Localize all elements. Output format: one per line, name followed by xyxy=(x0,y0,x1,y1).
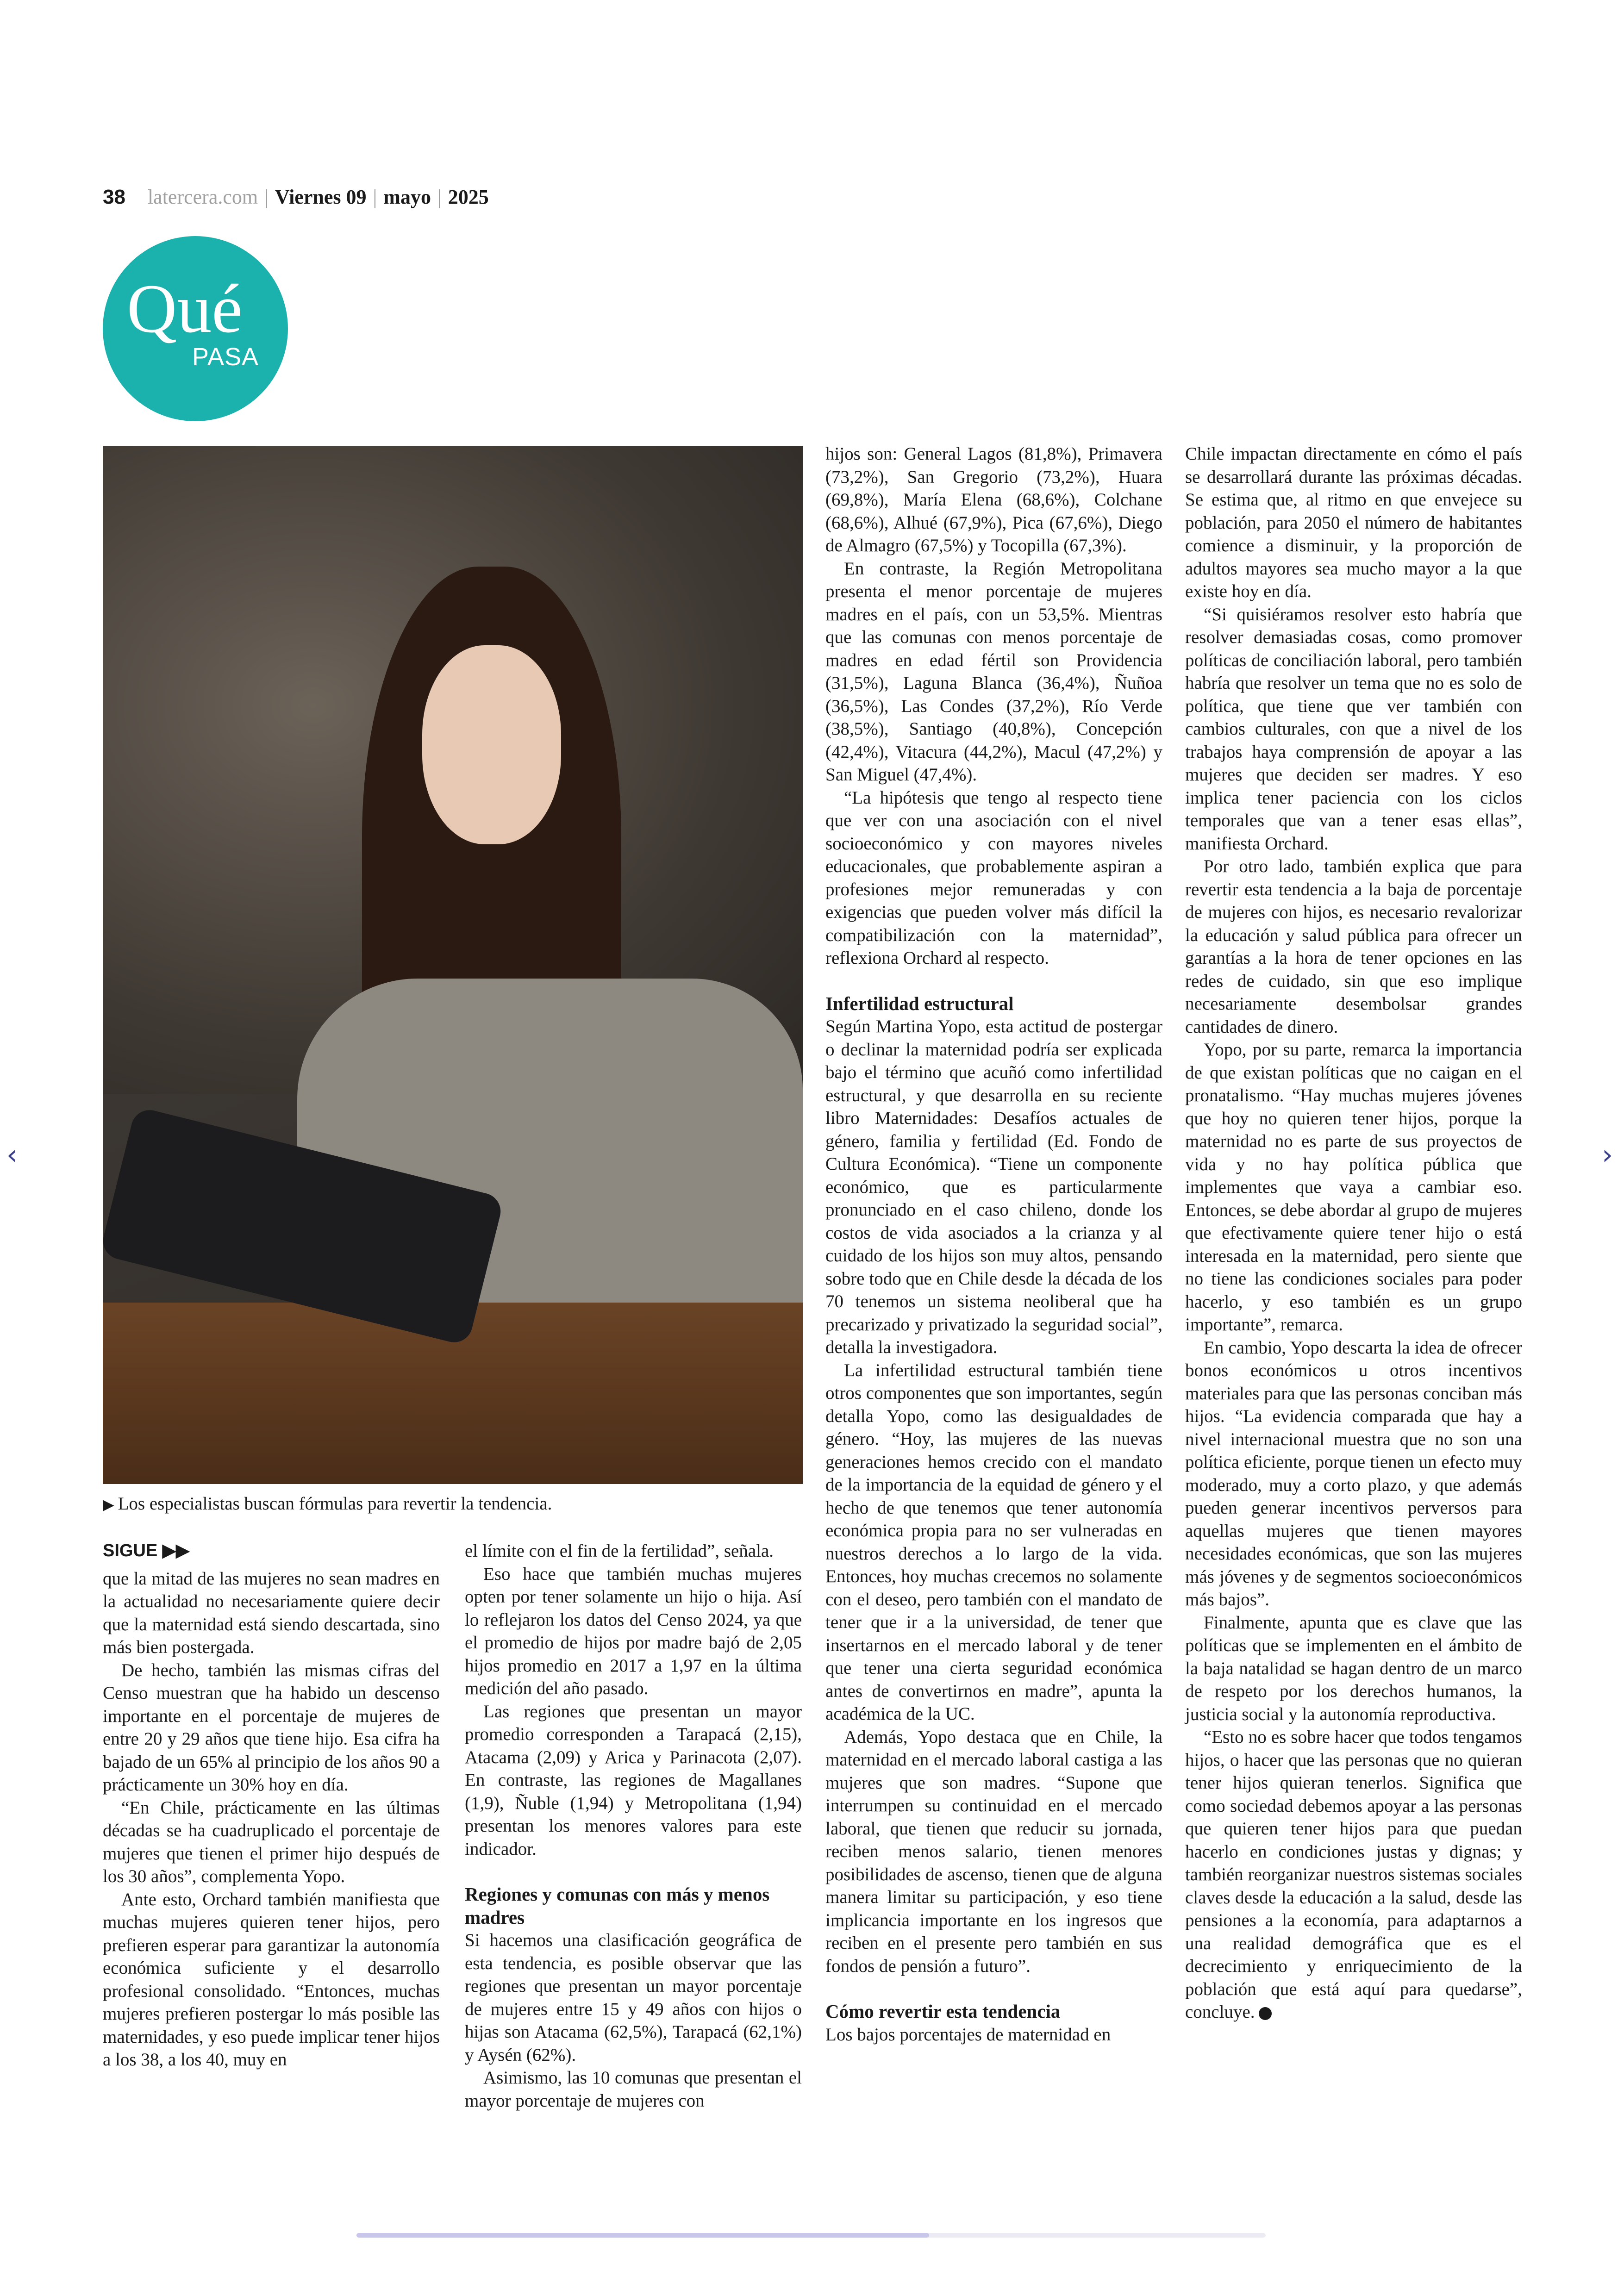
next-page-button[interactable]: › xyxy=(1602,1139,1613,1171)
end-mark-icon xyxy=(1259,2007,1272,2020)
logo-word-que: Qué xyxy=(127,270,243,347)
paragraph: “Si quisiéramos resolver esto habría que resolver demasiadas cosas, como promover políticas de conciliación laboral, pero también habría que resolver un tema que no es solo de política, que tiene que ver también con cambios culturales, con que a nivel de los trabajos haya comprensión de apoyar a las mujeres que deciden ser madres. Y eso implica tener paciencia con los ciclos temporales que van a tener esas ellas”, manifiesta Orchard. xyxy=(1185,604,1522,854)
paragraph: Ante esto, Orchard también manifiesta que muchas mujeres quieren tener hijos, pero prefieren esperar para garantizar la autonomía económica suficiente y el desarrollo profesional consolidado. “Entonces, muchas mujeres prefieren postergar lo más posible las maternidades, y eso puede implicar tener hijos a los 38, a los 40, muy en xyxy=(103,1889,440,2070)
paragraph: Eso hace que también muchas mujeres opten por tener solamente un hijo o hija. Así lo reflejaron los datos del Censo 2024, ya que el promedio de hijos por madre bajó de 2,05 hijos promedio en 2017 a 1,97 en la última medición del año pasado. xyxy=(465,1564,802,1698)
paragraph: Según Martina Yopo, esta actitud de postergar o declinar la maternidad podría ser explicada bajo el término que acuñó como infertilidad estructural, y que desarrolla en su reciente libro Maternidades: Desafíos actuales de género, familia y fertilidad (Ed. Fondo de Cultura Económica). “Tiene un componente económico, que es particularmente pronunciado en el caso chileno, donde los costos de vida asociados a la crianza y al cuidado de los hijos son muy altos, pensando sobre todo que en Chile desde la década de los 70 tenemos un sistema neoliberal que ha precarizado y privatizado la seguridad social”, detalla la investigadora. xyxy=(825,1017,1162,1357)
article-column-1 xyxy=(103,1540,440,2071)
paragraph: En cambio, Yopo descarta la idea de ofrecer bonos económicos u otros incentivos materiales para que las personas conciban más hijos. “La evidencia comparada que hay a nivel internacional muestra que no son una política eficiente, porque tienen un efecto muy moderado, muy a corto plazo, y que además pueden generar incentivos perversos para aquellas mujeres que tienen mayores necesidades económicas, que son las mujeres más jóvenes y de segmentos socioeconómicos más bajos”. xyxy=(1185,1337,1522,1609)
paragraph: Además, Yopo destaca que en Chile, la maternidad en el mercado laboral castiga a las mujeres que son madres. “Supone que interrumpen su continuidad en el mercado laboral, que tienen que reducir su jornada, reciben menos salario, tienen menores posibilidades de ascenso, tienen que de alguna manera limitar su participación, y eso tiene implicancia importante en los ingresos que reciben en el presente pero también en sus fondos de pensión a futuro”. xyxy=(825,1727,1162,1976)
page-number: 38 xyxy=(103,185,125,208)
photo-caption xyxy=(103,1493,552,1514)
article-column-2 xyxy=(465,1540,802,2112)
article-column-4 xyxy=(1185,443,1522,2024)
photo-subject-face xyxy=(422,645,561,844)
article-column-3 xyxy=(825,443,1162,2046)
paragraph: Finalmente, apunta que es clave que las políticas que se implementen en el ámbito de la baja natalidad se hagan dentro de un marco de respeto por los derechos humanos, la justicia social y la autonomía reproductiva. xyxy=(1185,1612,1522,1724)
que-pasa-logo xyxy=(103,236,288,421)
prev-page-button[interactable]: ‹ xyxy=(6,1139,18,1171)
page-header xyxy=(103,185,489,209)
header-year: 2025 xyxy=(448,186,489,208)
article-photo xyxy=(103,446,803,1484)
paragraph: “La hipótesis que tengo al respecto tiene que ver con una asociación con el nivel socioeconómico y con mayores niveles educacionales, que probablemente aspiran a profesiones mejor remuneradas y con exigencias que pueden volver más difícil la compatibilización con la maternidad”, reflexiona Orchard al respecto. xyxy=(825,787,1162,968)
section-heading: Infertilidad estructural xyxy=(825,992,1014,1014)
sigue-label: SIGUE ▶▶ xyxy=(103,1541,190,1560)
paragraph: Los bajos porcentajes de maternidad en xyxy=(825,2024,1111,2045)
paragraph: hijos son: General Lagos (81,8%), Primavera (73,2%), San Gregorio (73,2%), Huara (69,8%), María Elena (68,6%), Colchane (68,6%), Alhué (67,9%), Pica (67,6%), Diego de Almagro (67,5%) y Tocopilla (67,3%). xyxy=(825,444,1162,555)
paragraph: que la mitad de las mujeres no sean madres en la actualidad no necesariamente quiere decir que la maternidad está siendo descartada, sino más bien postergada. xyxy=(103,1568,440,1657)
header-separator: | xyxy=(264,186,269,208)
scrollbar-thumb[interactable] xyxy=(356,2233,929,2238)
section-heading: Regiones y comunas con más y menos madres xyxy=(465,1883,770,1928)
caption-triangle-icon: ▶ xyxy=(103,1496,114,1513)
paragraph: Si hacemos una clasificación geográfica de esta tendencia, es posible observar que las regiones que presentan un mayor porcentaje de mujeres entre 15 y 49 años con hijos o hijas son Atacama (62,5%), Tarapacá (62,1%) y Aysén (62%). xyxy=(465,1930,802,2065)
paragraph xyxy=(1185,1726,1522,2024)
header-separator: | xyxy=(437,186,442,208)
closing-quote-text: “Esto no es sobre hacer que todos tengamos hijos, o hacer que las personas que no quieran tener hijos quieran tenerlos. Significa que como sociedad debemos apoyar a las personas que quieren tener hijos para que puedan hacerlo en condiciones justas y dignas; y también reorganizar nuestros sistemas sociales claves desde la educación a la salud, desde las pensiones a la economía, para adaptarnos a una realidad demográfica que es el decrecimiento y enriquecimiento de la población que está aquí para quedarse”, concluye. xyxy=(1185,1727,1522,2022)
paragraph: Las regiones que presentan un mayor promedio corresponden a Tarapacá (2,15), Atacama (2,09) y Arica y Parinacota (2,07). En contraste, las regiones de Magallanes (1,9), Ñuble (1,94) y Metropolitana (1,94) presentan los menores valores para este indicador. xyxy=(465,1701,802,1859)
paragraph: Yopo, por su parte, remarca la importancia de que existan políticas que no caigan en el pronatalismo. “Hay muchas mujeres jóvenes que hoy no quieren tener hijos, porque la maternidad no es parte de sus proyectos de vida y no hay política pública que implementes que vaya a cambiar eso. Entonces, se debe abordar al grupo de mujeres que efectivamente quiere tener hijo o está interesada en la maternidad, pero siente que no tiene las condiciones sociales para poder hacerlo, y eso también es un grupo importante”, remarca. xyxy=(1185,1040,1522,1335)
paragraph: La infertilidad estructural también tiene otros componentes que son importantes, según detalla Yopo, como las desigualdades de género. “Hoy, las mujeres de las nuevas generaciones hemos crecido con el mandato de la importancia de la equidad de género y el hecho de que tenemos que tener autonomía económica propia para no ser vulneradas en nuestros derechos a lo largo de la vida. Entonces, hoy muchas crecemos no solamente con el deseo, pero también con el mandato de tener que ir a la universidad, de tener que insertarnos en el mercado laboral y de tener que tener una cierta seguridad económica antes de convertirnos en madre”, apunta la académica de la UC. xyxy=(825,1360,1162,1724)
paragraph: Asimismo, las 10 comunas que presentan el mayor porcentaje de mujeres con xyxy=(465,2068,802,2111)
header-separator: | xyxy=(373,186,377,208)
caption-text: Los especialistas buscan fórmulas para revertir la tendencia. xyxy=(118,1494,552,1514)
paragraph: Chile impactan directamente en cómo el país se desarrollará durante las próximas décadas. Se estima que, al ritmo en que envejece su población, para 2050 el número de habitantes comience a disminuir, y la proporción de adultos mayores sea mucho mayor a la que existe hoy en día. xyxy=(1185,444,1522,601)
paragraph: De hecho, también las mismas cifras del Censo muestran que ha habido un descenso importante en el porcentaje de mujeres de entre 20 y 29 años que tiene hijo. Esa cifra ha bajado de un 65% al principio de los años 90 a prácticamente un 30% hoy en día. xyxy=(103,1660,440,1795)
header-month: mayo xyxy=(383,186,431,208)
paragraph: “En Chile, prácticamente en las últimas décadas se ha cuadruplicado el porcentaje de mujeres que tienen el primer hijo después de los 30 años”, complementa Yopo. xyxy=(103,1797,440,1886)
paragraph: En contraste, la Región Metropolitana presenta el menor porcentaje de mujeres madres en el país, con un 53,5%. Mientras que las comunas con menos porcentaje de madres en edad fértil son Providencia (31,5%), Laguna Blanca (36,4%), Ñuñoa (36,5%), Las Condes (37,2%), Río Verde (38,5%), Santiago (40,8%), Concepción (42,4%), Vitacura (44,2%), Macul (47,2%) y San Miguel (47,4%). xyxy=(825,558,1162,785)
header-day: Viernes 09 xyxy=(275,186,367,208)
logo-word-pasa: PASA xyxy=(192,343,259,371)
paragraph: Por otro lado, también explica que para revertir esta tendencia a la baja de porcentaje de mujeres con hijos, es necesario revalorizar la educación y salud pública para ofrecer un garantías a la hora de tener opciones en las redes de cuidado, sin que eso implique necesariamente desembolsar grandes cantidades de dinero. xyxy=(1185,856,1522,1037)
paragraph: el límite con el fin de la fertilidad”, señala. xyxy=(465,1541,774,1561)
page-scrollbar[interactable] xyxy=(356,2233,1266,2238)
section-heading: Cómo revertir esta tendencia xyxy=(825,2001,1061,2022)
site-name: latercera.com xyxy=(147,186,258,208)
